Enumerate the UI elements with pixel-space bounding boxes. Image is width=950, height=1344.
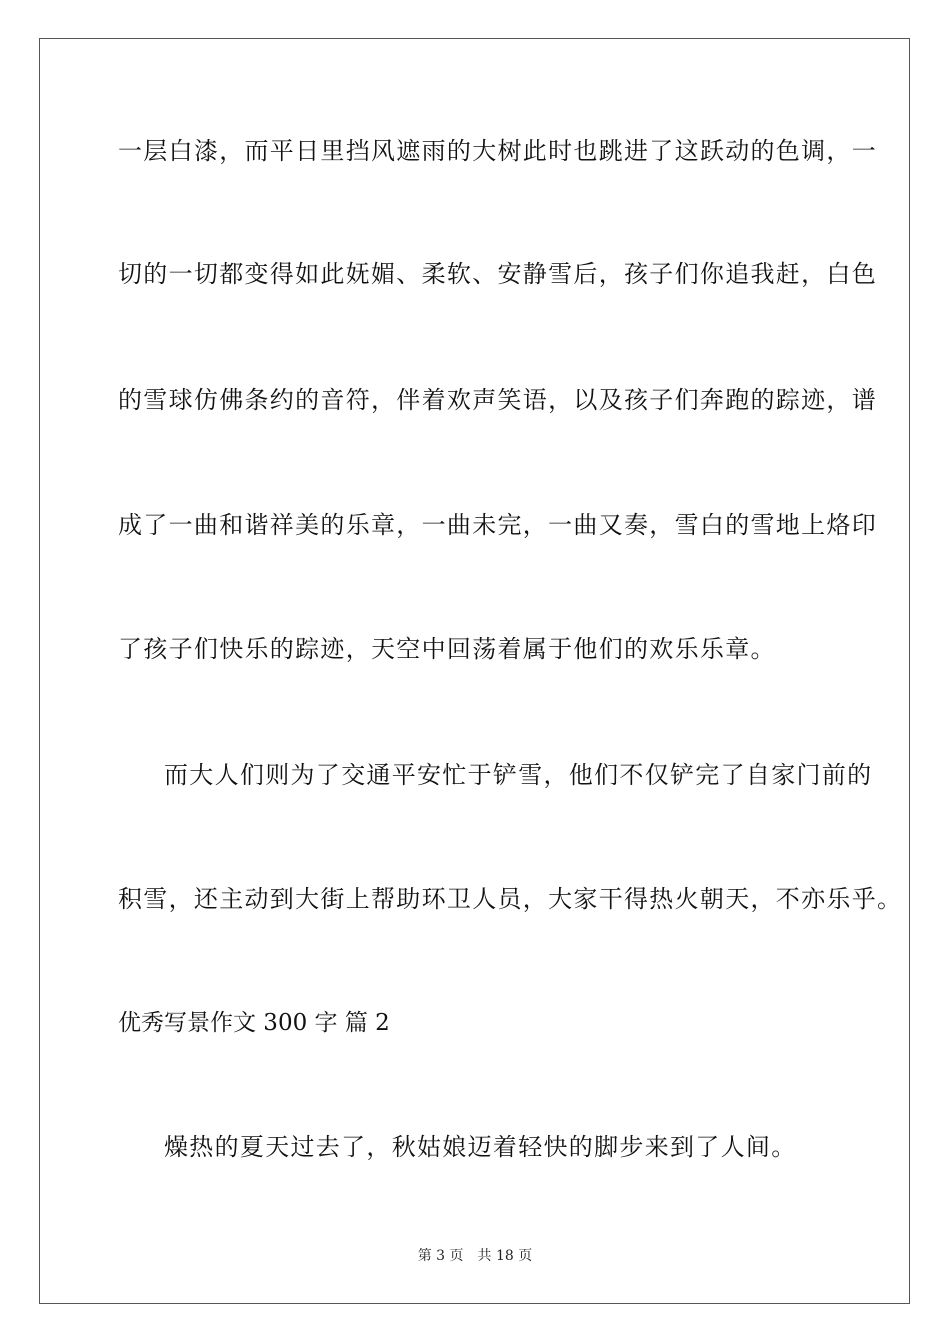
section-heading: 优秀写景作文 300 字 篇 2 — [118, 1010, 390, 1036]
page-frame — [39, 38, 910, 1304]
paragraph-2-line-2: 积雪，还主动到大街上帮助环卫人员，大家干得热火朝天，不亦乐乎。 — [118, 885, 903, 913]
paragraph-1-line-4: 成了一曲和谐祥美的乐章，一曲未完，一曲又奏，雪白的雪地上烙印 — [118, 511, 877, 539]
page-number: 第 3 页 — [417, 1248, 464, 1264]
paragraph-3-line-1: 燥热的夏天过去了，秋姑娘迈着轻快的脚步来到了人间。 — [164, 1133, 797, 1161]
paragraph-1-line-1: 一层白漆，而平日里挡风遮雨的大树此时也跳进了这跃动的色调，一 — [118, 137, 877, 165]
paragraph-2-line-1: 而大人们则为了交通平安忙于铲雪，他们不仅铲完了自家门前的 — [164, 761, 873, 789]
page-footer — [0, 1246, 950, 1266]
paragraph-1-line-2: 切的一切都变得如此妩媚、柔软、安静雪后，孩子们你追我赶，白色 — [118, 260, 877, 288]
paragraph-1-line-5: 了孩子们快乐的踪迹，天空中回荡着属于他们的欢乐乐章。 — [118, 635, 776, 663]
paragraph-1-line-3: 的雪球仿佛条约的音符，伴着欢声笑语，以及孩子们奔跑的踪迹，谱 — [118, 386, 877, 414]
page-total: 共 18 页 — [477, 1248, 533, 1264]
